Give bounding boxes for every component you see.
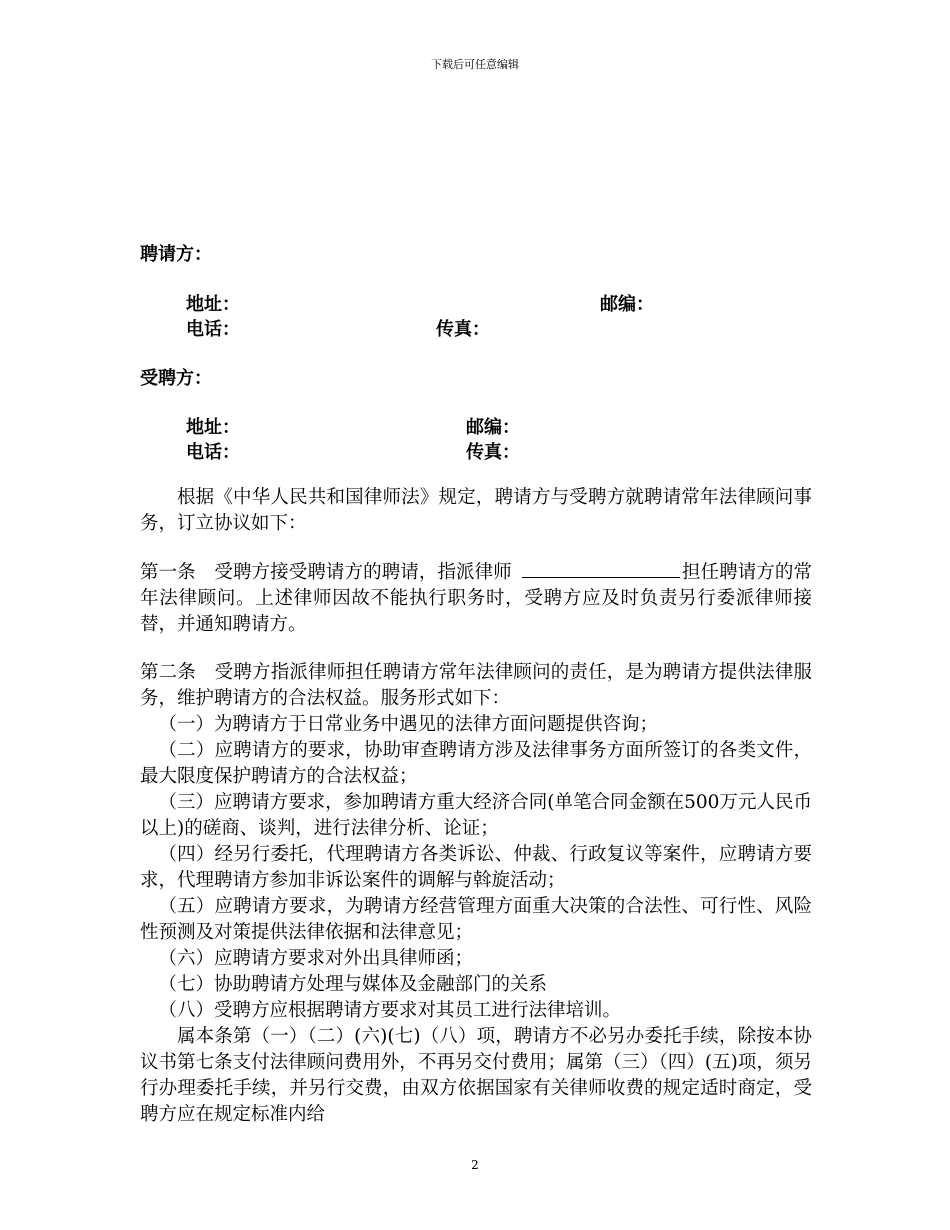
page-number: 2 [471, 1158, 479, 1172]
article-1 [140, 559, 812, 638]
party-a-phone-label: 电话： [186, 319, 240, 340]
party-b-fax-label: 传真： [466, 442, 520, 463]
page-header: 下载后可任意编辑 [431, 58, 519, 71]
agreement-body [140, 485, 812, 1128]
article-1-text-start: 第一条 受聘方接受聘请方的聘请，指派律师 [140, 562, 512, 583]
party-b-address-label: 地址： [186, 417, 240, 438]
party-a-label: 聘请方： [140, 244, 212, 265]
article-2-item-3: （三）应聘请方要求，参加聘请方重大经济合同(单笔合同金额在500万元人民币以上)的磋商、谈判，进行法律分析、论证； [140, 792, 812, 839]
article-2-item-7: （七）协助聘请方处理与媒体及金融部门的关系 [158, 974, 548, 995]
party-a-fax-label: 传真： [436, 319, 490, 340]
party-a-postcode-label: 邮编： [600, 294, 654, 315]
party-a-address-label: 地址： [186, 294, 240, 315]
article-2-item-2: （二）应聘请方的要求，协助审查聘请方涉及法律事务方面所签订的各类文件，最大限度保护聘请方的合法权益； [140, 740, 812, 787]
article-2-intro: 第二条 受聘方指派律师担任聘请方常年法律顾问的责任，是为聘请方提供法律服务，维护聘请方的合法权益。服务形式如下： [140, 662, 812, 709]
party-b-phone-label: 电话： [186, 442, 240, 463]
party-b-label: 受聘方： [140, 368, 212, 389]
article-2-item-5: （五）应聘请方要求，为聘请方经营管理方面重大决策的合法性、可行性、风险性预测及对策提供法律依据和法律意见； [140, 896, 812, 943]
party-b-postcode-label: 邮编： [466, 417, 520, 438]
article-2-closing: 属本条第（一）（二）(六)(七)（八）项，聘请方不必另办委托手续，除按本协议书第七条支付法律顾问费用外，不再另交付费用；属第（三）（四）(五)项，须另行办理委托手续，并另行交费，由双方依据国家有关律师收费的规定适时商定，受聘方应在规定标准内给 [140, 1026, 812, 1125]
lawyer-name-blank [522, 559, 680, 578]
article-2-item-1: （一）为聘请方于日常业务中遇见的法律方面问题提供咨询； [158, 714, 659, 735]
article-2-item-6: （六）应聘请方要求对外出具律师函； [158, 948, 474, 969]
article-1-text-end: 担任聘请方的常年法律顾问。上述律师因故不能执行职务时，受聘方应及时负责另行委派律师接替，并通知聘请方。 [140, 562, 812, 635]
article-2-item-8: （八）受聘方应根据聘请方要求对其员工进行法律培训。 [158, 1000, 622, 1021]
article-2-item-4: （四）经另行委托，代理聘请方各类诉讼、仲裁、行政复议等案件，应聘请方要求，代理聘请方参加非诉讼案件的调解与斡旋活动； [140, 844, 812, 891]
intro-paragraph: 根据《中华人民共和国律师法》规定，聘请方与受聘方就聘请常年法律顾问事务，订立协议如下： [140, 487, 812, 534]
